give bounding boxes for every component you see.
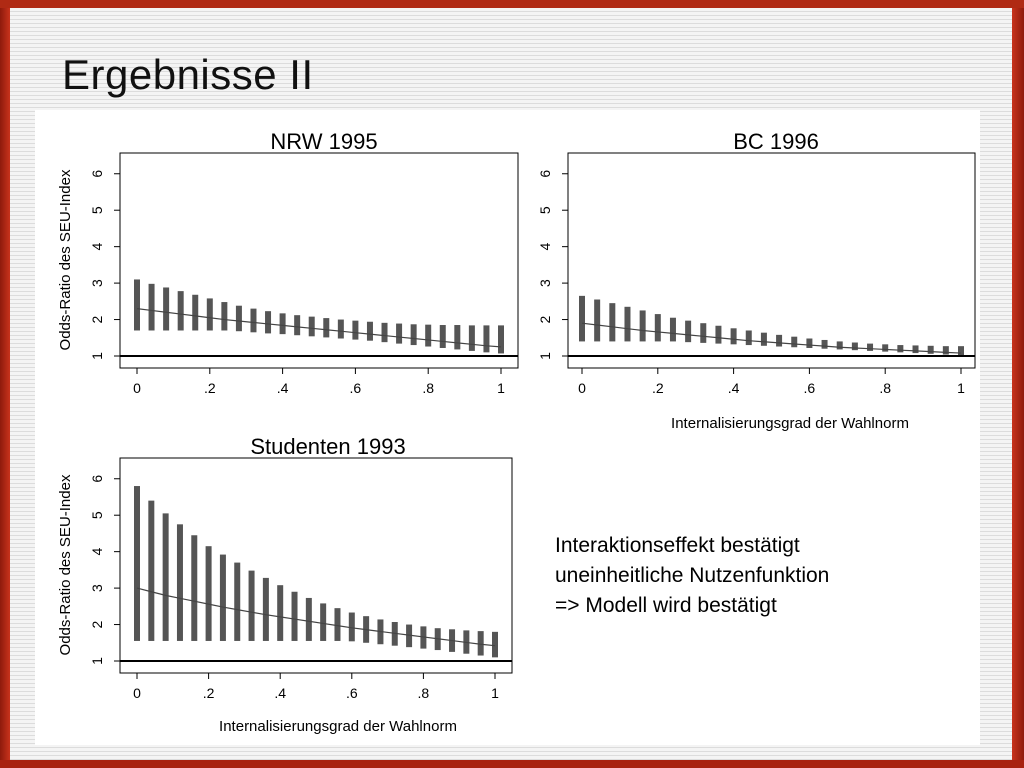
ci-bar bbox=[776, 335, 782, 347]
ci-bar bbox=[294, 315, 300, 335]
y-tick-label: 4 bbox=[89, 547, 105, 556]
x-tick-label: .4 bbox=[274, 685, 287, 701]
note-line-2: uneinheitliche Nutzenfunktion bbox=[555, 564, 830, 587]
ci-bar bbox=[149, 284, 155, 331]
ci-bar bbox=[277, 585, 283, 641]
y-tick-label: 2 bbox=[537, 315, 553, 324]
ci-bar bbox=[852, 343, 858, 351]
ci-bar bbox=[206, 546, 212, 641]
ci-bar bbox=[163, 513, 169, 641]
x-tick-label: .8 bbox=[879, 380, 892, 396]
x-tick-label: .4 bbox=[727, 380, 740, 396]
y-axis-label: Odds-Ratio des SEU-Index bbox=[57, 474, 74, 656]
chart-1 bbox=[57, 129, 518, 396]
ci-bar bbox=[207, 298, 213, 330]
ci-bar bbox=[338, 320, 344, 339]
y-tick-label: 5 bbox=[537, 206, 553, 215]
y-tick-label: 3 bbox=[89, 279, 105, 288]
ci-bar bbox=[334, 608, 340, 641]
x-tick-label: 0 bbox=[133, 685, 141, 701]
ci-bar bbox=[469, 325, 475, 351]
ci-bar bbox=[250, 309, 256, 333]
ci-bar bbox=[163, 287, 169, 330]
ci-bar bbox=[440, 325, 446, 348]
ci-bar bbox=[249, 571, 255, 641]
ci-bar bbox=[655, 314, 661, 341]
y-tick-label: 4 bbox=[537, 242, 553, 251]
note-line-1: Interaktionseffekt bestätigt bbox=[555, 534, 800, 557]
ci-bar bbox=[483, 325, 489, 352]
estimate-line bbox=[582, 323, 961, 353]
y-tick-label: 1 bbox=[89, 352, 105, 360]
ci-bar bbox=[837, 341, 843, 349]
x-tick-label: .8 bbox=[422, 380, 435, 396]
ci-bar bbox=[265, 311, 271, 333]
x-tick-label: 0 bbox=[133, 380, 141, 396]
ci-bar bbox=[352, 321, 358, 340]
slide-title: Ergebnisse II bbox=[62, 51, 314, 98]
ci-bar bbox=[280, 313, 286, 334]
ci-bar bbox=[478, 631, 484, 655]
ci-bar bbox=[220, 555, 226, 641]
y-axis-label: Odds-Ratio des SEU-Index bbox=[57, 169, 74, 351]
x-tick-label: 1 bbox=[497, 380, 505, 396]
y-tick-label: 5 bbox=[89, 206, 105, 215]
ci-bar bbox=[454, 325, 460, 349]
ci-bar bbox=[791, 337, 797, 348]
y-tick-label: 2 bbox=[89, 620, 105, 629]
ci-bar bbox=[178, 291, 184, 330]
x-axis-label: Internalisierungsgrad der Wahlnorm bbox=[219, 718, 457, 735]
estimate-line bbox=[137, 309, 501, 347]
estimate-line bbox=[137, 588, 495, 646]
y-tick-label: 6 bbox=[89, 169, 105, 178]
ci-bar bbox=[492, 632, 498, 658]
ci-bar bbox=[670, 318, 676, 342]
chart-title: Studenten 1993 bbox=[250, 434, 406, 459]
ci-bar bbox=[309, 317, 315, 337]
ci-bar bbox=[320, 603, 326, 641]
ci-bar bbox=[715, 326, 721, 344]
ci-bar bbox=[292, 592, 298, 641]
ci-bar bbox=[624, 307, 630, 342]
ci-bar bbox=[323, 318, 329, 337]
y-tick-label: 6 bbox=[537, 169, 553, 178]
ci-bar bbox=[806, 339, 812, 348]
x-tick-label: 1 bbox=[957, 380, 965, 396]
ci-bar bbox=[192, 295, 198, 331]
x-tick-label: .4 bbox=[276, 380, 289, 396]
ci-bar bbox=[425, 325, 431, 347]
ci-bar bbox=[236, 306, 242, 332]
x-axis-label: Internalisierungsgrad der Wahlnorm bbox=[671, 415, 909, 432]
y-tick-label: 2 bbox=[89, 315, 105, 324]
x-tick-label: 1 bbox=[491, 685, 499, 701]
y-tick-label: 1 bbox=[537, 352, 553, 360]
ci-bar bbox=[685, 321, 691, 343]
ci-bar bbox=[177, 524, 183, 641]
ci-bar bbox=[913, 345, 919, 353]
x-tick-label: .2 bbox=[203, 380, 216, 396]
y-tick-label: 5 bbox=[89, 511, 105, 520]
ci-bar bbox=[822, 340, 828, 349]
chart-3 bbox=[57, 434, 512, 735]
note-line-3: => Modell wird bestätigt bbox=[555, 594, 777, 617]
x-tick-label: .8 bbox=[417, 685, 430, 701]
ci-bar bbox=[867, 344, 873, 351]
ci-bar bbox=[263, 578, 269, 641]
y-tick-label: 3 bbox=[89, 584, 105, 593]
ci-bar bbox=[897, 345, 903, 352]
ci-bar bbox=[882, 344, 888, 351]
ci-bar bbox=[221, 302, 227, 330]
x-tick-label: .2 bbox=[651, 380, 664, 396]
y-tick-label: 6 bbox=[89, 474, 105, 483]
ci-bar bbox=[411, 324, 417, 345]
ci-bar bbox=[746, 330, 752, 345]
y-tick-label: 1 bbox=[89, 657, 105, 665]
x-tick-label: 0 bbox=[578, 380, 586, 396]
x-tick-label: .2 bbox=[202, 685, 215, 701]
y-tick-label: 3 bbox=[537, 279, 553, 288]
ci-bar bbox=[367, 322, 373, 341]
ci-bar bbox=[191, 535, 197, 641]
ci-bar bbox=[640, 310, 646, 341]
ci-bar bbox=[928, 346, 934, 354]
ci-bar bbox=[396, 324, 402, 344]
ci-bar bbox=[594, 300, 600, 342]
chart-title: NRW 1995 bbox=[270, 129, 378, 154]
ci-bar bbox=[134, 279, 140, 330]
chart-2 bbox=[537, 129, 975, 432]
notes-block bbox=[555, 531, 829, 621]
ci-bar bbox=[609, 303, 615, 341]
chart-title: BC 1996 bbox=[733, 129, 819, 154]
ci-bar bbox=[943, 346, 949, 354]
ci-bar bbox=[134, 486, 140, 641]
ci-bar bbox=[148, 501, 154, 641]
y-tick-label: 4 bbox=[89, 242, 105, 251]
ci-bar bbox=[306, 598, 312, 641]
x-tick-label: .6 bbox=[345, 685, 358, 701]
x-tick-label: .6 bbox=[349, 380, 362, 396]
ci-bar bbox=[382, 323, 388, 342]
ci-bar bbox=[761, 333, 767, 346]
ci-bar bbox=[731, 328, 737, 344]
ci-bar bbox=[700, 323, 706, 343]
ci-bar bbox=[234, 563, 240, 641]
x-tick-label: .6 bbox=[803, 380, 816, 396]
ci-bar bbox=[958, 346, 964, 355]
ci-bar bbox=[579, 296, 585, 342]
ci-bar bbox=[498, 325, 504, 353]
